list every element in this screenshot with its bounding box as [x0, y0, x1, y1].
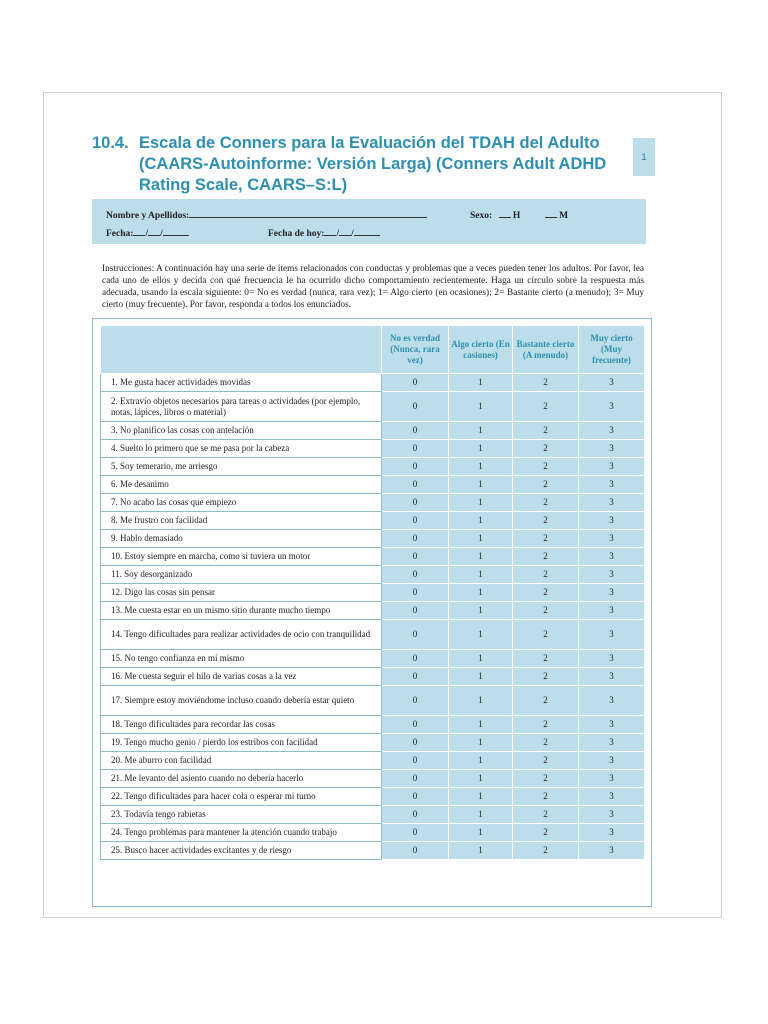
section-title	[92, 133, 627, 196]
response-option-3[interactable]: 3	[579, 548, 645, 566]
item-text: 15. No tengo confianza en mí mismo	[101, 650, 382, 668]
table-row	[101, 650, 645, 668]
table-row	[101, 422, 645, 440]
response-option-1[interactable]: 1	[449, 686, 513, 716]
response-option-2[interactable]: 2	[513, 530, 579, 548]
response-option-1[interactable]: 1	[449, 842, 513, 860]
table-row	[101, 620, 645, 650]
response-option-2[interactable]: 2	[513, 440, 579, 458]
section-number: 10.4.	[92, 134, 129, 152]
response-option-1[interactable]: 1	[449, 752, 513, 770]
response-option-1[interactable]: 1	[449, 806, 513, 824]
response-option-3[interactable]: 3	[579, 566, 645, 584]
response-option-3[interactable]: 3	[579, 422, 645, 440]
response-option-0[interactable]: 0	[382, 392, 449, 422]
item-text: 10. Estoy siempre en marcha, como si tuviera un motor	[101, 548, 382, 566]
response-option-1[interactable]: 1	[449, 788, 513, 806]
response-option-2[interactable]: 2	[513, 686, 579, 716]
header-option-3: Muy cierto (Muy frecuente)	[579, 326, 645, 374]
table-row	[101, 824, 645, 842]
response-option-1[interactable]: 1	[449, 734, 513, 752]
header-option-2: Bastante cierto (A menudo)	[513, 326, 579, 374]
response-option-2[interactable]: 2	[513, 602, 579, 620]
response-option-2[interactable]: 2	[513, 668, 579, 686]
response-option-1[interactable]: 1	[449, 440, 513, 458]
item-text: 21. Me levanto del asiento cuando no debería hacerlo	[101, 770, 382, 788]
response-option-1[interactable]: 1	[449, 650, 513, 668]
response-option-1[interactable]: 1	[449, 716, 513, 734]
response-option-2[interactable]: 2	[513, 584, 579, 602]
response-option-0[interactable]: 0	[382, 584, 449, 602]
item-text: 14. Tengo dificultades para realizar actividades de ocio con tranquilidad	[101, 620, 382, 650]
response-option-2[interactable]: 2	[513, 620, 579, 650]
response-option-2[interactable]: 2	[513, 422, 579, 440]
response-option-0[interactable]: 0	[382, 788, 449, 806]
item-text: 18. Tengo dificultades para recordar las cosas	[101, 716, 382, 734]
rating-table	[100, 325, 645, 860]
table-row	[101, 566, 645, 584]
item-text: 2. Extravío objetos necesarios para tareas o actividades (por ejemplo, notas, lápices, libros o material)	[101, 392, 382, 422]
response-option-1[interactable]: 1	[449, 530, 513, 548]
response-option-0[interactable]: 0	[382, 770, 449, 788]
table-header-row	[101, 326, 645, 374]
response-option-2[interactable]: 2	[513, 476, 579, 494]
today-date-label: Fecha de hoy:	[268, 229, 325, 239]
table-row	[101, 440, 645, 458]
table-row	[101, 476, 645, 494]
response-option-2[interactable]: 2	[513, 770, 579, 788]
response-option-3[interactable]: 3	[579, 530, 645, 548]
item-text: 9. Hablo demasiado	[101, 530, 382, 548]
response-option-3[interactable]: 3	[579, 734, 645, 752]
item-text: 6. Me desanimo	[101, 476, 382, 494]
response-option-2[interactable]: 2	[513, 824, 579, 842]
response-option-2[interactable]: 2	[513, 752, 579, 770]
table-row	[101, 458, 645, 476]
response-option-0[interactable]: 0	[382, 494, 449, 512]
response-option-0[interactable]: 0	[382, 650, 449, 668]
response-option-2[interactable]: 2	[513, 842, 579, 860]
response-option-3[interactable]: 3	[579, 752, 645, 770]
name-label: Nombre y Apellidos:	[106, 211, 190, 221]
table-row	[101, 734, 645, 752]
date-label: Fecha:	[106, 229, 134, 239]
response-option-3[interactable]: 3	[579, 512, 645, 530]
section-title-text: Escala de Conners para la Evaluación del TDAH del Adulto (CAARS-Autoinforme: Versión Larga) (Conners Adult ADHD Rating Scale, CAARS–S:L)	[139, 134, 607, 194]
response-option-0[interactable]: 0	[382, 734, 449, 752]
response-option-2[interactable]: 2	[513, 650, 579, 668]
response-option-2[interactable]: 2	[513, 788, 579, 806]
response-option-3[interactable]: 3	[579, 392, 645, 422]
response-option-3[interactable]: 3	[579, 770, 645, 788]
response-option-0[interactable]: 0	[382, 824, 449, 842]
item-text: 23. Todavía tengo rabietas	[101, 806, 382, 824]
item-text: 19. Tengo mucho genio / pierdo los estribos con facilidad	[101, 734, 382, 752]
response-option-0[interactable]: 0	[382, 458, 449, 476]
sex-m-line	[545, 208, 557, 218]
instructions-text: Instrucciones: A continuación hay una serie de ítems relacionados con conductas y problemas que a veces pueden tener los adultos. Por favor, lea cada uno de ellos y decida con qué frecuencia le ha ocurrido dicho comportamiento recientemente. Haga un círculo sobre la respuesta más adecuada, usando la escala siguiente: 0= No es verdad (nunca, rara vez); 1= Algo cierto (en ocasiones); 2= Bastante cierto (a menudo); 3= Muy cierto (muy frecuente). Por favor, responda a todos los enunciados.	[102, 264, 644, 310]
response-option-3[interactable]: 3	[579, 584, 645, 602]
response-option-3[interactable]: 3	[579, 686, 645, 716]
today-date-field[interactable]: Fecha de hoy: / /	[268, 226, 380, 239]
table-row	[101, 548, 645, 566]
item-text: 20. Me aburro con facilidad	[101, 752, 382, 770]
response-option-0[interactable]: 0	[382, 530, 449, 548]
response-option-2[interactable]: 2	[513, 494, 579, 512]
response-option-0[interactable]: 0	[382, 476, 449, 494]
response-option-3[interactable]: 3	[579, 620, 645, 650]
response-option-1[interactable]: 1	[449, 374, 513, 392]
response-option-1[interactable]: 1	[449, 548, 513, 566]
response-option-3[interactable]: 3	[579, 602, 645, 620]
table-row	[101, 842, 645, 860]
response-option-1[interactable]: 1	[449, 620, 513, 650]
item-text: 22. Tengo dificultades para hacer cola o esperar mi turno	[101, 788, 382, 806]
response-option-0[interactable]: 0	[382, 842, 449, 860]
table-row	[101, 374, 645, 392]
item-text: 16. Me cuesta seguir el hilo de varias cosas a la vez	[101, 668, 382, 686]
response-option-3[interactable]: 3	[579, 458, 645, 476]
response-option-1[interactable]: 1	[449, 422, 513, 440]
table-row	[101, 602, 645, 620]
response-option-0[interactable]: 0	[382, 374, 449, 392]
response-option-1[interactable]: 1	[449, 584, 513, 602]
item-text: 4. Suelto lo primero que se me pasa por la cabeza	[101, 440, 382, 458]
response-option-3[interactable]: 3	[579, 440, 645, 458]
item-text: 24. Tengo problemas para mantener la atención cuando trabajo	[101, 824, 382, 842]
response-option-3[interactable]: 3	[579, 476, 645, 494]
sex-m-label: M	[559, 211, 569, 221]
item-text: 13. Me cuesta estar en un mismo sitio durante mucho tiempo	[101, 602, 382, 620]
response-option-0[interactable]: 0	[382, 668, 449, 686]
response-option-1[interactable]: 1	[449, 824, 513, 842]
response-option-2[interactable]: 2	[513, 458, 579, 476]
response-option-3[interactable]: 3	[579, 788, 645, 806]
response-option-2[interactable]: 2	[513, 716, 579, 734]
response-option-0[interactable]: 0	[382, 620, 449, 650]
header-option-0: No es verdad (Nunca, rara vez)	[382, 326, 449, 374]
response-option-3[interactable]: 3	[579, 716, 645, 734]
response-option-2[interactable]: 2	[513, 392, 579, 422]
response-option-0[interactable]: 0	[382, 548, 449, 566]
table-row	[101, 770, 645, 788]
item-text: 25. Busco hacer actividades excitantes y de riesgo	[101, 842, 382, 860]
response-option-1[interactable]: 1	[449, 602, 513, 620]
response-option-2[interactable]: 2	[513, 512, 579, 530]
name-field[interactable]	[106, 208, 427, 221]
header-option-1: Algo cierto (En casiones)	[449, 326, 513, 374]
item-text: 3. No planifico las cosas con antelación	[101, 422, 382, 440]
response-option-0[interactable]: 0	[382, 422, 449, 440]
table-row	[101, 716, 645, 734]
patient-info-box	[92, 199, 646, 244]
response-option-1[interactable]: 1	[449, 566, 513, 584]
item-text: 5. Soy temerario, me arriesgo	[101, 458, 382, 476]
sex-h-line	[499, 208, 511, 218]
item-text: 8. Me frustro con facilidad	[101, 512, 382, 530]
table-row	[101, 494, 645, 512]
table-row	[101, 686, 645, 716]
table-row	[101, 392, 645, 422]
table-row	[101, 788, 645, 806]
response-option-0[interactable]: 0	[382, 686, 449, 716]
response-option-3[interactable]: 3	[579, 668, 645, 686]
response-option-1[interactable]: 1	[449, 512, 513, 530]
page-number-tab: 1	[633, 138, 655, 176]
table-row	[101, 752, 645, 770]
response-option-1[interactable]: 1	[449, 668, 513, 686]
response-option-1[interactable]: 1	[449, 392, 513, 422]
response-option-0[interactable]: 0	[382, 440, 449, 458]
response-option-3[interactable]: 3	[579, 842, 645, 860]
response-option-1[interactable]: 1	[449, 458, 513, 476]
table-row	[101, 530, 645, 548]
response-option-0[interactable]: 0	[382, 512, 449, 530]
response-option-3[interactable]: 3	[579, 494, 645, 512]
response-option-0[interactable]: 0	[382, 806, 449, 824]
response-option-1[interactable]: 1	[449, 476, 513, 494]
header-item	[101, 326, 382, 374]
item-text: 17. Siempre estoy moviéndome incluso cuando debería estar quieto	[101, 686, 382, 716]
sex-label: Sexo:	[470, 211, 493, 221]
response-option-0[interactable]: 0	[382, 602, 449, 620]
name-line	[189, 208, 427, 218]
response-option-3[interactable]: 3	[579, 650, 645, 668]
response-option-0[interactable]: 0	[382, 752, 449, 770]
response-option-3[interactable]: 3	[579, 824, 645, 842]
response-option-2[interactable]: 2	[513, 734, 579, 752]
response-option-3[interactable]: 3	[579, 374, 645, 392]
date-field[interactable]: Fecha: / /	[106, 226, 189, 239]
item-text: 1. Me gusta hacer actividades movidas	[101, 374, 382, 392]
response-option-2[interactable]: 2	[513, 566, 579, 584]
response-option-2[interactable]: 2	[513, 806, 579, 824]
response-option-2[interactable]: 2	[513, 374, 579, 392]
item-text: 11. Soy desorganizado	[101, 566, 382, 584]
table-row	[101, 512, 645, 530]
response-option-2[interactable]: 2	[513, 548, 579, 566]
sex-field[interactable]	[470, 208, 568, 221]
table-row	[101, 584, 645, 602]
item-text: 12. Digo las cosas sin pensar	[101, 584, 382, 602]
response-option-1[interactable]: 1	[449, 770, 513, 788]
response-option-0[interactable]: 0	[382, 716, 449, 734]
sex-h-label: H	[512, 211, 521, 221]
table-row	[101, 668, 645, 686]
item-text: 7. No acabo las cosas que empiezo	[101, 494, 382, 512]
response-option-1[interactable]: 1	[449, 494, 513, 512]
response-option-0[interactable]: 0	[382, 566, 449, 584]
table-row	[101, 806, 645, 824]
response-option-3[interactable]: 3	[579, 806, 645, 824]
